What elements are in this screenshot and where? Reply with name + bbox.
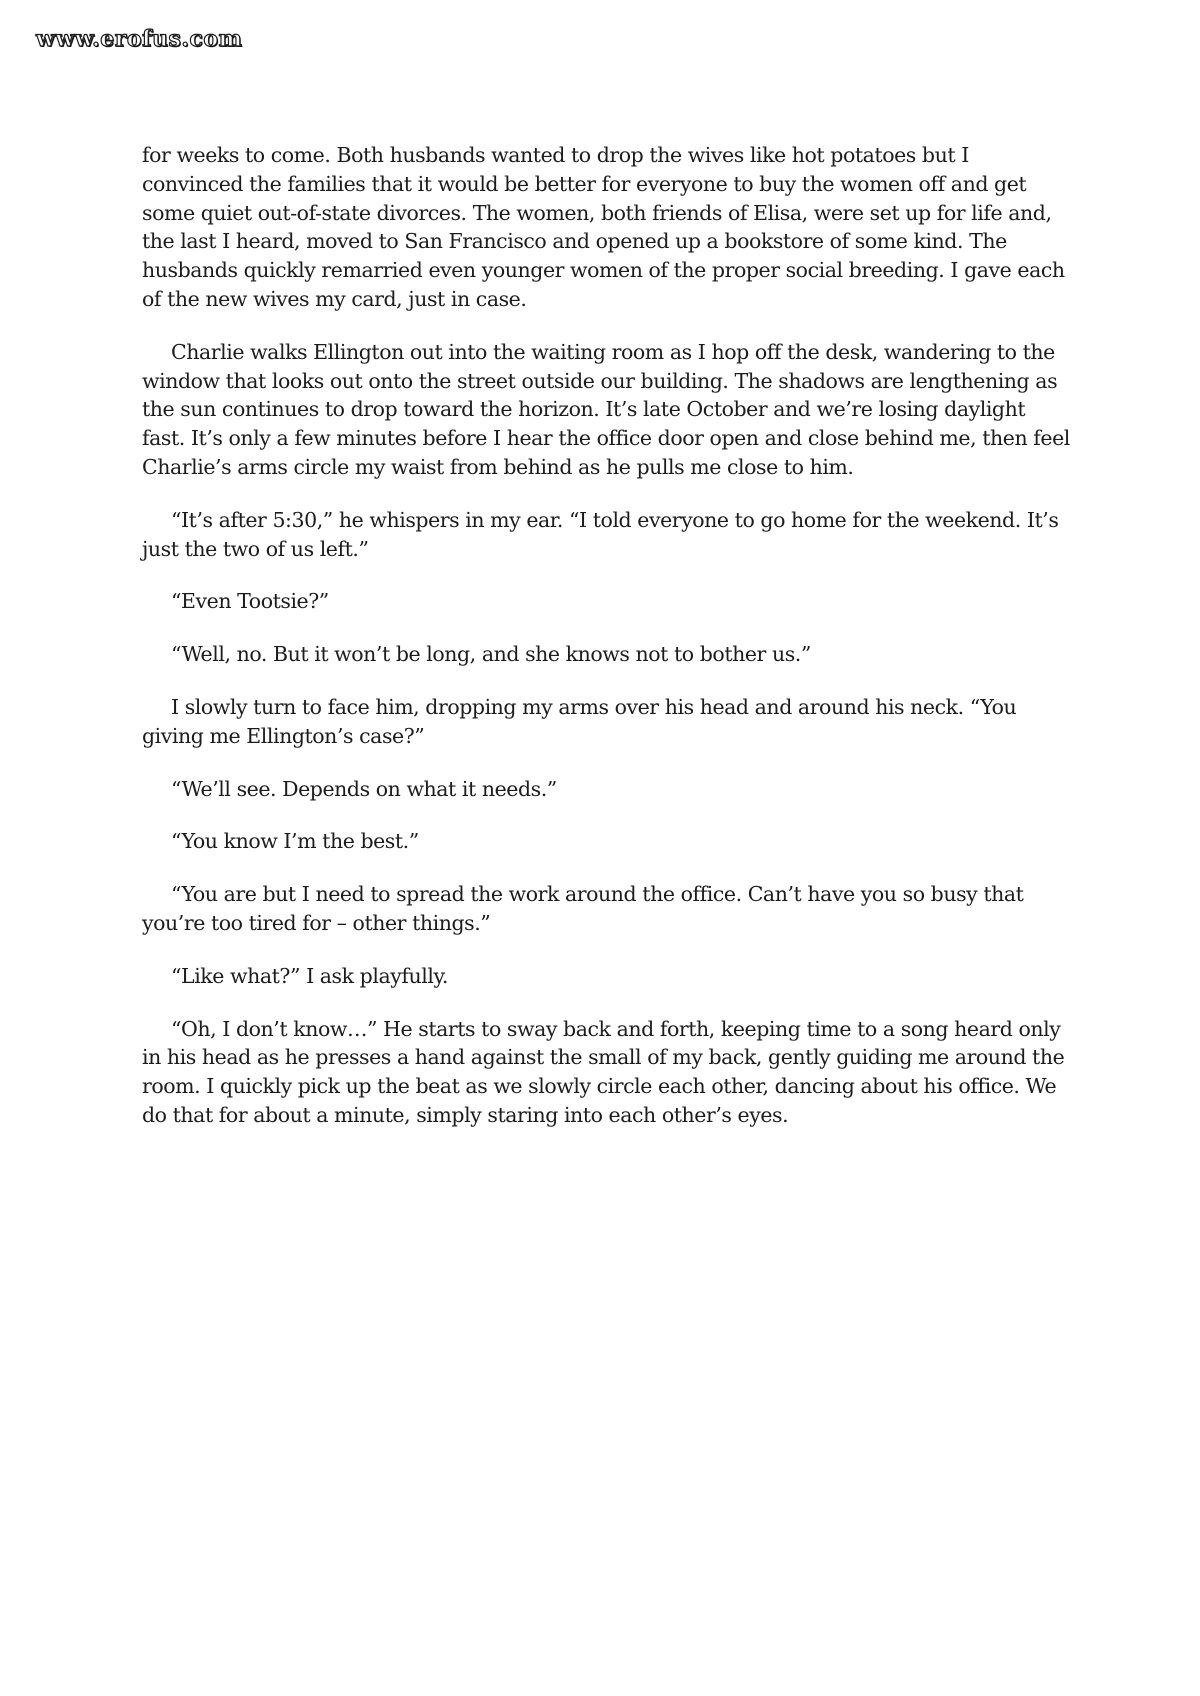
paragraph: “You are but I need to spread the work around the office. Can’t have you so busy that you’re too tired for – other things.”	[142, 882, 1024, 935]
paragraph: “It’s after 5:30,” he whispers in my ear. “I told everyone to go home for the weekend. It’s just the two of us left.”	[142, 507, 1059, 561]
paragraph: for weeks to come. Both husbands wanted to drop the wives like hot potatoes but I convinced the families that it would be better for everyone to buy the women off and get some quiet out-of-state divorces. The women, both friends of Elisa, were set up for life and, the last I heard, moved to San Francisco and opened up a bookstore of some kind. The husbands quickly remarried even younger women of the proper social breeding. I gave each of the new wives my card, just in case.	[142, 143, 1065, 311]
paragraph: “Even Tootsie?”	[171, 589, 329, 614]
paragraph: “Oh, I don’t know…” He starts to sway back and forth, keeping time to a song heard only in his head as he presses a hand against the small of my back, gently guiding me around the room. I quickly pick up the beat as we slowly circle each other, dancing about his office. We do that for about a minute, simply staring into each other’s eyes.	[142, 1016, 1065, 1127]
paragraph: Charlie walks Ellington out into the waiting room as I hop off the desk, wandering to the window that looks out onto the street outside our building. The shadows are lengthening as the sun continues to drop toward the horizon. It’s late October and we’re losing daylight fast. It’s only a few minutes before I hear the office door open and close behind me, then feel Charlie’s arms circle my waist from behind as he pulls me close to him.	[142, 339, 1070, 479]
paragraph: I slowly turn to face him, dropping my arms over his head and around his neck. “You giving me Ellington’s case?”	[142, 694, 1017, 748]
paragraph: “Like what?” I ask playfully.	[171, 963, 448, 988]
page-body	[142, 141, 1072, 1154]
paragraph: “We’ll see. Depends on what it needs.”	[171, 776, 557, 801]
site-watermark: www.erofus.com	[36, 26, 243, 52]
paragraph: “Well, no. But it won’t be long, and she knows not to bother us.”	[171, 642, 811, 667]
paragraph: “You know I’m the best.”	[171, 829, 419, 854]
